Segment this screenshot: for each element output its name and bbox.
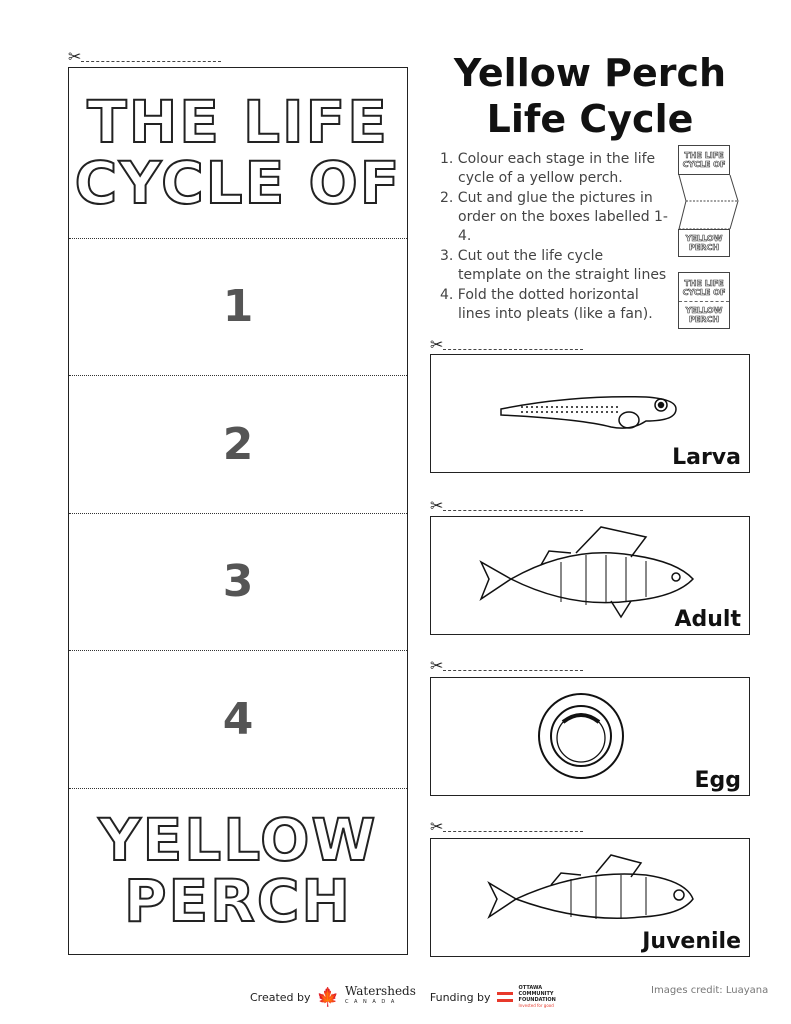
box-number: 1 <box>222 281 254 332</box>
cut-guide <box>430 496 583 515</box>
mini-header: THE LIFE CYCLE OF <box>678 145 730 175</box>
page-title <box>430 50 750 142</box>
fold-diagram-open <box>678 145 738 257</box>
mini-footer: YELLOW PERCH <box>678 229 730 257</box>
ocf-logo: OTTAWA COMMUNITY FOUNDATION Invested for good <box>518 985 556 1008</box>
footer-line-1: YELLOW <box>98 806 378 875</box>
header-line-1: THE LIFE <box>87 88 389 157</box>
created-by-label: Created by <box>250 990 311 1004</box>
card-larva[interactable] <box>430 354 750 473</box>
scissors-icon: ✂ <box>430 335 444 354</box>
instruction-item: 2. Cut and glue the pictures in order on the boxes labelled 1-4. <box>440 190 668 244</box>
pleat-icon <box>678 173 740 231</box>
scissors-icon: ✂ <box>430 496 444 515</box>
instruction-item: 1. Colour each stage in the life cycle of a yellow perch. <box>440 151 656 186</box>
box-2 <box>69 375 407 513</box>
box-3 <box>69 513 407 650</box>
card-label: Egg <box>694 768 741 793</box>
cut-guide <box>430 335 583 354</box>
cut-line <box>81 61 221 62</box>
scissors-icon: ✂ <box>430 817 444 836</box>
box-number: 3 <box>222 556 254 607</box>
box-number: 2 <box>222 418 254 470</box>
cut-guide <box>68 47 221 66</box>
footer-credits <box>250 985 556 1009</box>
card-adult[interactable] <box>430 516 750 635</box>
card-label: Larva <box>672 445 741 470</box>
instruction-item: 4. Fold the dotted horizontal lines into pleats (like a fan). <box>440 287 653 322</box>
title-line-2: Life Cycle <box>486 97 694 141</box>
image-credit: Images credit: Luayana <box>651 985 769 996</box>
template-footer <box>69 788 407 954</box>
scissors-icon: ✂ <box>68 47 82 66</box>
instructions <box>440 150 670 325</box>
box-1 <box>69 238 407 375</box>
footer-line-2: PERCH <box>124 867 352 935</box>
maple-leaf-logo-icon: 🍁 <box>316 986 339 1008</box>
card-juvenile[interactable] <box>430 838 750 957</box>
cut-guide <box>430 656 583 675</box>
title-line-1: Yellow Perch <box>453 51 727 95</box>
header-line-2: CYCLE OF <box>74 149 402 217</box>
card-egg[interactable] <box>430 677 750 796</box>
fold-diagram-closed: THE LIFE CYCLE OF YELLOW PERCH <box>678 272 730 329</box>
template-header <box>69 68 407 238</box>
card-label: Adult <box>674 607 741 632</box>
watersheds-logo: Watersheds C A N A D A <box>344 984 416 1005</box>
funding-by-label: Funding by <box>429 990 491 1004</box>
scissors-icon: ✂ <box>430 656 444 675</box>
box-number: 4 <box>222 693 254 745</box>
box-4 <box>69 650 407 788</box>
card-label: Juvenile <box>642 929 741 954</box>
cut-guide <box>430 817 583 836</box>
instruction-item: 3. Cut out the life cycle template on the straight lines <box>440 248 667 283</box>
life-cycle-template <box>68 67 408 955</box>
ocf-logo-icon <box>497 992 513 1002</box>
